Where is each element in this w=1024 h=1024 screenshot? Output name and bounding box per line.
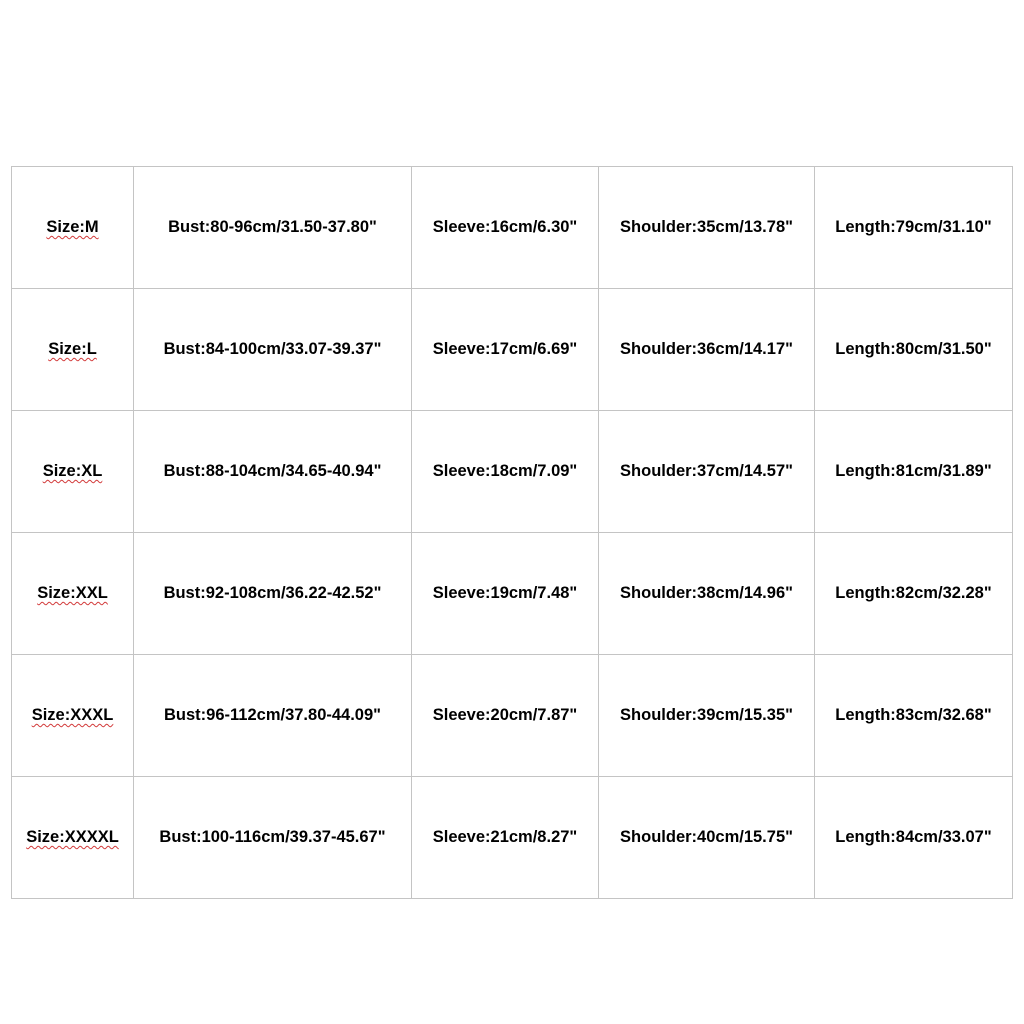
length-cell: Length:83cm/32.68" xyxy=(815,655,1013,777)
table-row xyxy=(12,167,1013,289)
length-cell: Length:84cm/33.07" xyxy=(815,777,1013,899)
sleeve-cell: Sleeve:19cm/7.48" xyxy=(412,533,599,655)
size-cell xyxy=(12,777,134,899)
sleeve-cell: Sleeve:21cm/8.27" xyxy=(412,777,599,899)
size-chart-table xyxy=(11,166,1013,899)
size-cell xyxy=(12,289,134,411)
bust-cell: Bust:80-96cm/31.50-37.80" xyxy=(134,167,412,289)
size-cell xyxy=(12,533,134,655)
length-cell: Length:80cm/31.50" xyxy=(815,289,1013,411)
sleeve-cell: Sleeve:20cm/7.87" xyxy=(412,655,599,777)
bust-cell: Bust:84-100cm/33.07-39.37" xyxy=(134,289,412,411)
length-cell: Length:79cm/31.10" xyxy=(815,167,1013,289)
size-label: Size:XXXL xyxy=(31,706,114,724)
size-label: Size:XXL xyxy=(37,584,108,602)
size-cell xyxy=(12,655,134,777)
bust-cell: Bust:92-108cm/36.22-42.52" xyxy=(134,533,412,655)
table-row xyxy=(12,655,1013,777)
shoulder-cell: Shoulder:35cm/13.78" xyxy=(599,167,815,289)
shoulder-cell: Shoulder:40cm/15.75" xyxy=(599,777,815,899)
table-row xyxy=(12,533,1013,655)
size-cell xyxy=(12,167,134,289)
shoulder-cell: Shoulder:36cm/14.17" xyxy=(599,289,815,411)
size-cell xyxy=(12,411,134,533)
size-label: Size:XL xyxy=(42,462,103,480)
bust-cell: Bust:88-104cm/34.65-40.94" xyxy=(134,411,412,533)
size-label: Size:XXXXL xyxy=(26,828,119,846)
length-cell: Length:82cm/32.28" xyxy=(815,533,1013,655)
sleeve-cell: Sleeve:16cm/6.30" xyxy=(412,167,599,289)
table-row xyxy=(12,289,1013,411)
size-label: Size:M xyxy=(46,218,99,236)
bust-cell: Bust:96-112cm/37.80-44.09" xyxy=(134,655,412,777)
shoulder-cell: Shoulder:38cm/14.96" xyxy=(599,533,815,655)
length-cell: Length:81cm/31.89" xyxy=(815,411,1013,533)
sleeve-cell: Sleeve:17cm/6.69" xyxy=(412,289,599,411)
shoulder-cell: Shoulder:39cm/15.35" xyxy=(599,655,815,777)
table-row xyxy=(12,777,1013,899)
shoulder-cell: Shoulder:37cm/14.57" xyxy=(599,411,815,533)
size-label: Size:L xyxy=(48,340,97,358)
sleeve-cell: Sleeve:18cm/7.09" xyxy=(412,411,599,533)
bust-cell: Bust:100-116cm/39.37-45.67" xyxy=(134,777,412,899)
table-row xyxy=(12,411,1013,533)
